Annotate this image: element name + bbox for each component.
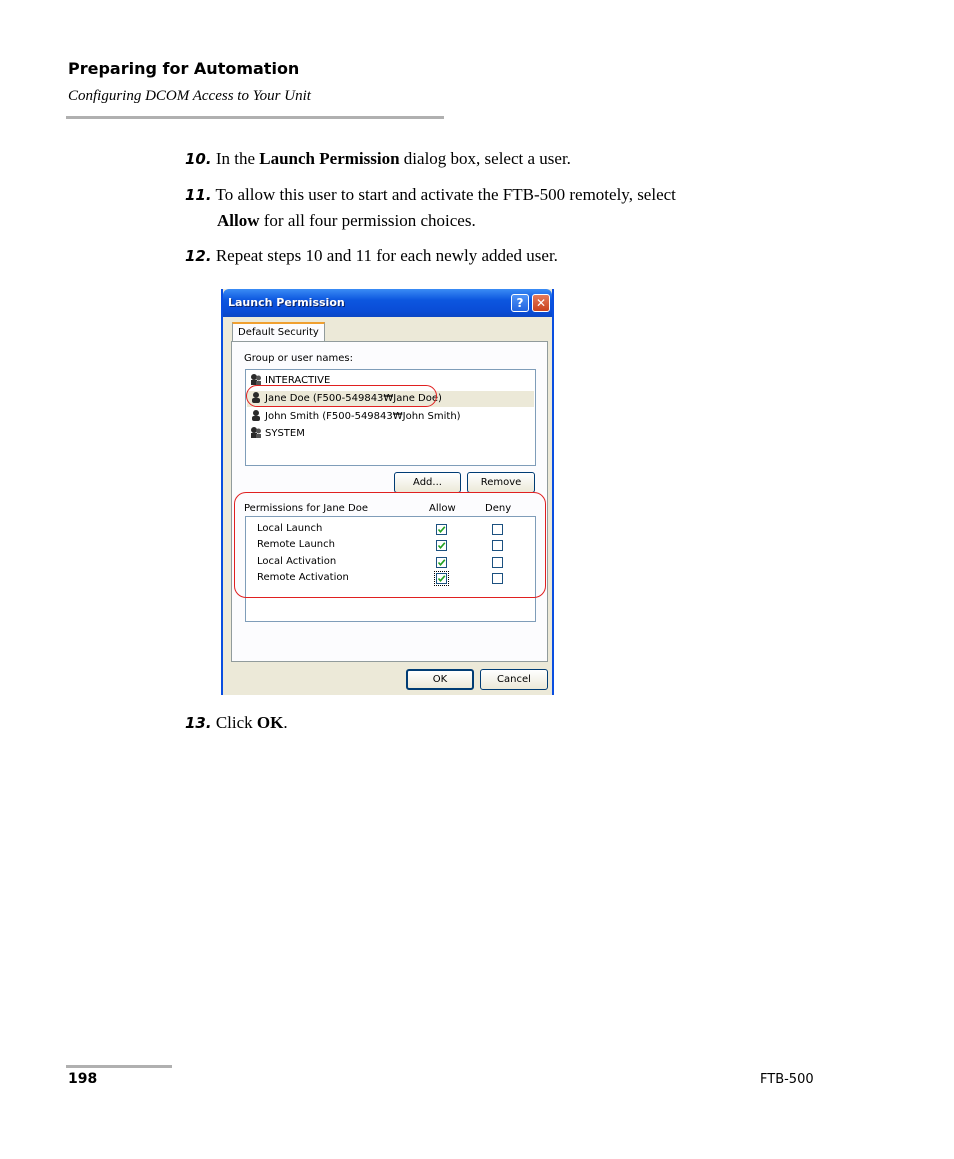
dialog-title-bar[interactable] xyxy=(223,289,552,317)
tab-default-security[interactable]: Default Security xyxy=(232,322,325,342)
step-text-post: dialog box, select a user. xyxy=(399,149,571,168)
user-name: Jane Doe (F500-549843₩Jane Doe) xyxy=(265,393,442,404)
group-user-icon xyxy=(250,373,262,385)
remove-button[interactable]: Remove xyxy=(467,472,535,493)
section-title: Preparing for Automation xyxy=(68,59,300,78)
help-icon: ? xyxy=(516,296,524,310)
allow-column-header: Allow xyxy=(429,503,456,514)
section-subtitle: Configuring DCOM Access to Your Unit xyxy=(68,88,311,104)
user-name: John Smith (F500-549843₩John Smith) xyxy=(265,411,461,422)
permissions-highlight-annotation xyxy=(234,492,546,598)
dialog-title: Launch Permission xyxy=(228,296,345,309)
step-11 xyxy=(185,182,805,233)
step-12 xyxy=(185,243,805,269)
header-divider xyxy=(66,116,444,119)
step-text-line1: To allow this user to start and activate the FTB-500 remotely, select xyxy=(215,185,676,204)
cancel-button[interactable]: Cancel xyxy=(480,669,548,690)
group-user-icon xyxy=(250,426,262,438)
product-name: FTB-500 xyxy=(760,1072,814,1087)
permissions-label: Permissions for Jane Doe xyxy=(244,503,368,514)
page-number: 198 xyxy=(68,1071,98,1087)
launch-permission-dialog xyxy=(221,289,554,695)
step-text-bold: Allow xyxy=(217,211,260,230)
list-item[interactable] xyxy=(250,426,305,442)
add-button[interactable]: Add... xyxy=(394,472,461,493)
user-icon xyxy=(250,409,262,421)
close-button[interactable] xyxy=(532,294,550,312)
step-number: 12. xyxy=(185,247,212,265)
footer-divider xyxy=(66,1065,172,1068)
users-label: Group or user names: xyxy=(244,353,353,364)
help-button[interactable] xyxy=(511,294,529,312)
ok-button[interactable]: OK xyxy=(406,669,474,690)
permission-name: Remote Activation xyxy=(257,572,349,583)
close-icon: ✕ xyxy=(535,296,547,310)
user-name: SYSTEM xyxy=(265,428,305,439)
step-number: 10. xyxy=(185,150,212,168)
user-highlight-annotation xyxy=(246,385,437,407)
step-text-pre: In the xyxy=(215,149,260,168)
users-listbox[interactable] xyxy=(245,369,536,466)
permission-name: Remote Launch xyxy=(257,539,335,550)
step-text-bold: OK xyxy=(256,713,284,732)
step-text-post: . xyxy=(283,713,288,732)
step-text-line2: for all four permission choices. xyxy=(259,211,476,230)
permission-name: Local Activation xyxy=(257,556,337,567)
step-number: 13. xyxy=(185,714,212,732)
step-text-pre: Click xyxy=(215,713,257,732)
deny-column-header: Deny xyxy=(485,503,512,514)
step-13 xyxy=(185,710,805,736)
step-text: Repeat steps 10 and 11 for each newly added user. xyxy=(215,246,558,265)
step-10 xyxy=(185,146,805,172)
user-name: INTERACTIVE xyxy=(265,375,331,386)
permission-name: Local Launch xyxy=(257,523,323,534)
step-number: 11. xyxy=(185,186,212,204)
step-text-bold: Launch Permission xyxy=(259,149,400,168)
list-item[interactable] xyxy=(250,409,461,425)
